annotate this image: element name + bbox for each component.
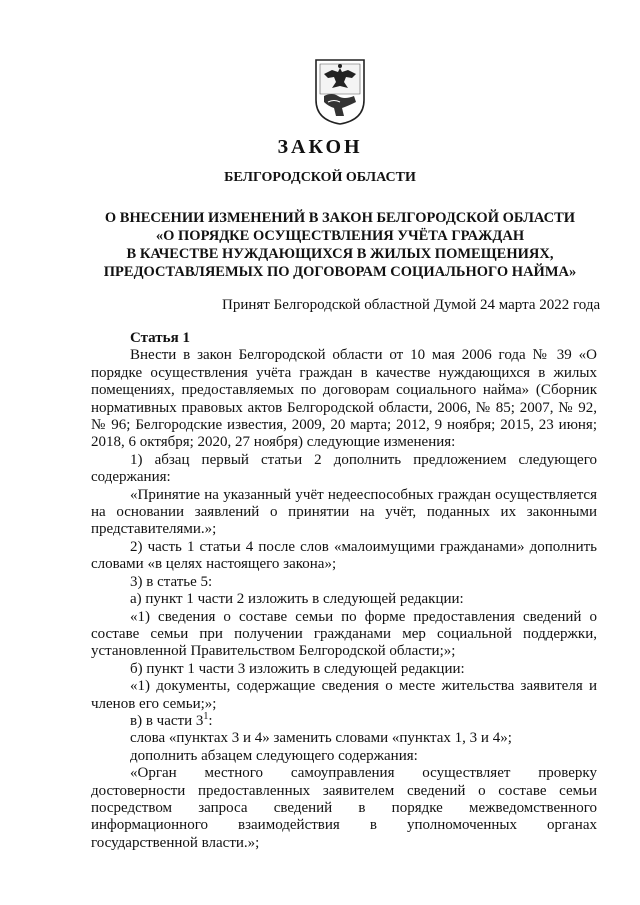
- amendment-item-3a-quote: «1) сведения о составе семьи по форме предоставления сведений о составе семьи при получении гражданами мер социальной поддержки, установленной Правительством Белгородской области;»;: [91, 608, 597, 660]
- amendment-item-3c-text: в) в части 3: [130, 712, 204, 729]
- law-title-line: В КАЧЕСТВЕ НУЖДАЮЩИХСЯ В ЖИЛЫХ ПОМЕЩЕНИЯХ,: [126, 246, 554, 262]
- amendment-item-3c-words: слова «пунктах 3 и 4» заменить словами «пунктах 1, 3 и 4»;: [130, 730, 512, 747]
- document-type-heading: ЗАКОН: [277, 136, 363, 158]
- amendment-item-3a: а) пункт 1 части 2 изложить в следующей редакции:: [130, 591, 464, 608]
- law-title: [100, 209, 580, 281]
- amendment-item-3c-quote: «Орган местного самоуправления осуществляет проверку достоверности предоставленных заявителем сведений о составе семьи посредством запроса сведений в порядке межведомственного информационного взаимодействия в уполномоченных органах государственной власти.»;: [91, 765, 597, 851]
- law-title-line: «О ПОРЯДКЕ ОСУЩЕСТВЛЕНИЯ УЧЁТА ГРАЖДАН: [155, 228, 525, 244]
- law-body: [91, 330, 597, 852]
- amendment-item-1: 1) абзац первый статьи 2 дополнить предложением следующего содержания:: [91, 451, 597, 486]
- amendment-item-3b-quote: «1) документы, содержащие сведения о месте жительства заявителя и членов его семьи;»;: [91, 678, 597, 712]
- amendment-item-3c-colon: :: [208, 712, 213, 729]
- law-title-line: О ВНЕСЕНИИ ИЗМЕНЕНИЙ В ЗАКОН БЕЛГОРОДСКОЙ ОБЛАСТИ: [104, 210, 576, 226]
- law-title-line: ПРЕДОСТАВЛЯЕМЫХ ПО ДОГОВОРАМ СОЦИАЛЬНОГО НАЙМА»: [103, 264, 577, 280]
- article-heading: Статья 1: [130, 330, 190, 346]
- intro-paragraph: Внести в закон Белгородской области от 10 мая 2006 года № 39 «О порядке осуществления учёта граждан в качестве нуждающихся в жилых помещениях, предоставляемых по договорам социального найма» (Сборник нормативных правовых актов Белгородской области, 2006, № 85; 2007, № 92, № 96; Белгородские известия, 2009, 20 марта; 2012, 9 ноября; 2015, 23 июня; 2018, 6 октября; 2020, 27 ноября) следующие изменения:: [91, 347, 597, 451]
- superscript-index: 1: [203, 710, 209, 722]
- adoption-note: Принят Белгородской областной Думой 24 марта 2022 года: [222, 297, 601, 313]
- amendment-item-3c: [91, 710, 597, 730]
- amendment-item-3: 3) в статье 5:: [130, 573, 213, 590]
- amendment-item-3b: б) пункт 1 части 3 изложить в следующей редакции:: [130, 660, 465, 677]
- amendment-item-1-quote: «Принятие на указанный учёт недееспособных граждан осуществляется на основании заявлений о принятии на учёт, поданных их законными представителями.»;: [91, 486, 597, 538]
- belgorod-coat-of-arms-icon: [314, 58, 366, 126]
- region-heading: БЕЛГОРОДСКОЙ ОБЛАСТИ: [224, 170, 416, 185]
- amendment-item-3c-add: дополнить абзацем следующего содержания:: [130, 747, 418, 764]
- amendment-item-2: 2) часть 1 статьи 4 после слов «малоимущими гражданами» дополнить словами «в целях настоящего закона»;: [91, 538, 597, 573]
